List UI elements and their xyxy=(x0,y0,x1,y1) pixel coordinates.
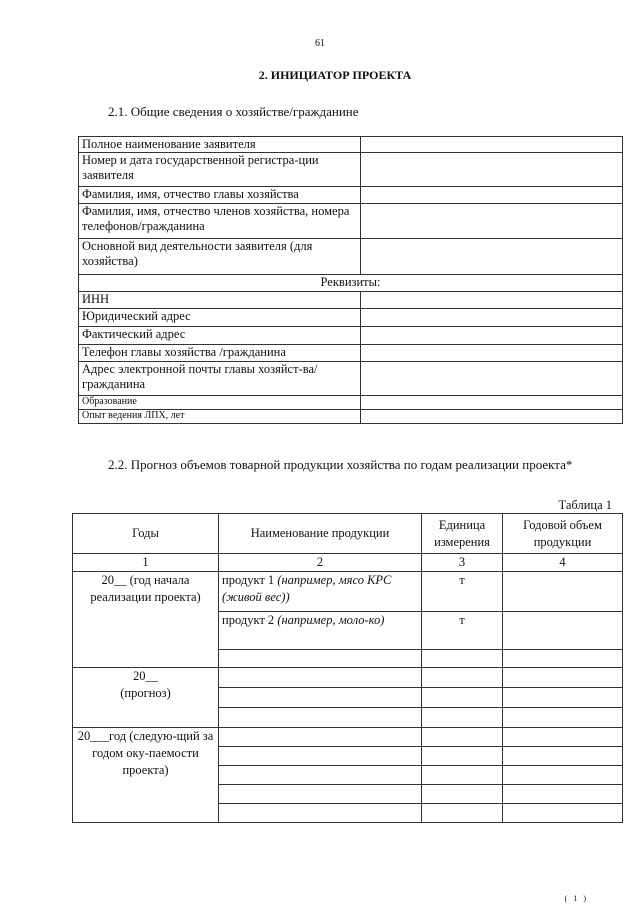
volume-cell[interactable] xyxy=(503,612,623,650)
product-2-cell xyxy=(219,612,422,650)
table-row xyxy=(73,572,623,612)
value-cell[interactable] xyxy=(361,362,623,396)
product-cell[interactable] xyxy=(219,766,422,785)
row-label: Номер и дата государственной регистра-ции заявителя xyxy=(79,153,361,187)
unit-cell[interactable] xyxy=(422,728,503,747)
row-label: ИНН xyxy=(79,292,361,309)
unit-cell[interactable] xyxy=(422,650,503,668)
production-forecast-table xyxy=(72,513,623,823)
column-number: 3 xyxy=(422,554,503,572)
row-label: Телефон главы хозяйства /гражданина xyxy=(79,345,361,362)
unit-cell[interactable] xyxy=(422,785,503,804)
row-label: Опыт ведения ЛПХ, лет xyxy=(79,410,361,424)
product-cell[interactable] xyxy=(219,708,422,728)
table-row xyxy=(79,410,623,424)
value-cell[interactable] xyxy=(361,239,623,275)
unit-cell[interactable] xyxy=(422,668,503,688)
table-caption: Таблица 1 xyxy=(558,498,612,512)
product-cell[interactable] xyxy=(219,785,422,804)
product-cell[interactable] xyxy=(219,804,422,823)
column-number: 4 xyxy=(503,554,623,572)
row-label: Фамилия, имя, отчество членов хозяйства, номера телефонов/гражданина xyxy=(79,204,361,239)
year-start-cell: 20__ (год начала реализации проекта) xyxy=(73,572,219,668)
product-2-name: продукт 2 xyxy=(222,613,278,627)
column-header-unit: Единица измерения xyxy=(422,514,503,554)
unit-cell[interactable] xyxy=(422,766,503,785)
row-label: Образование xyxy=(79,396,361,410)
volume-cell[interactable] xyxy=(503,650,623,668)
volume-cell[interactable] xyxy=(503,766,623,785)
value-cell[interactable] xyxy=(361,153,623,187)
forecast-year: 20__ xyxy=(133,669,158,683)
table-row xyxy=(79,396,623,410)
table-row xyxy=(79,187,623,204)
product-cell[interactable] xyxy=(219,747,422,766)
column-header-years: Годы xyxy=(73,514,219,554)
column-number: 2 xyxy=(219,554,422,572)
product-cell[interactable] xyxy=(219,650,422,668)
product-cell[interactable] xyxy=(219,668,422,688)
header-row xyxy=(73,514,623,554)
subsection-title-production-forecast: 2.2. Прогноз объемов товарной продукции хозяйства по годам реализации проекта* xyxy=(108,457,573,472)
volume-cell[interactable] xyxy=(503,572,623,612)
product-1-example: (например, мясо КРС (живой вес)) xyxy=(222,573,392,604)
table-row xyxy=(79,345,623,362)
requisites-header-row xyxy=(79,275,623,292)
table-row xyxy=(79,362,623,396)
product-1-cell xyxy=(219,572,422,612)
applicant-info-table xyxy=(78,136,623,424)
value-cell[interactable] xyxy=(361,187,623,204)
product-1-name: продукт 1 xyxy=(222,573,278,587)
value-cell[interactable] xyxy=(361,309,623,327)
product-cell[interactable] xyxy=(219,688,422,708)
column-header-product: Наименование продукции xyxy=(219,514,422,554)
volume-cell[interactable] xyxy=(503,668,623,688)
row-label: Фактический адрес xyxy=(79,327,361,345)
column-header-volume: Годовой объем продукции xyxy=(503,514,623,554)
value-cell[interactable] xyxy=(361,292,623,309)
unit-cell[interactable] xyxy=(422,708,503,728)
row-label: Юридический адрес xyxy=(79,309,361,327)
table-row xyxy=(79,153,623,187)
volume-cell[interactable] xyxy=(503,708,623,728)
column-number-row xyxy=(73,554,623,572)
page-number: 61 xyxy=(315,38,325,49)
unit-cell: т xyxy=(422,612,503,650)
subsection-title-general-info: 2.1. Общие сведения о хозяйстве/гражданине xyxy=(108,104,359,119)
column-number: 1 xyxy=(73,554,219,572)
unit-cell[interactable] xyxy=(422,747,503,766)
requisites-header: Реквизиты: xyxy=(79,275,623,292)
unit-cell: т xyxy=(422,572,503,612)
table-row xyxy=(79,327,623,345)
row-label: Основной вид деятельности заявителя (для хозяйства) xyxy=(79,239,361,275)
table-row xyxy=(79,309,623,327)
volume-cell[interactable] xyxy=(503,688,623,708)
corner-mark: ( 1 ) xyxy=(564,894,588,903)
table-row xyxy=(73,668,623,688)
table-row xyxy=(79,239,623,275)
unit-cell[interactable] xyxy=(422,804,503,823)
value-cell[interactable] xyxy=(361,137,623,153)
product-cell[interactable] xyxy=(219,728,422,747)
value-cell[interactable] xyxy=(361,327,623,345)
row-label: Полное наименование заявителя xyxy=(79,137,361,153)
table-row xyxy=(79,292,623,309)
forecast-label: (прогноз) xyxy=(120,686,171,700)
table-row xyxy=(79,137,623,153)
row-label: Фамилия, имя, отчество главы хозяйства xyxy=(79,187,361,204)
volume-cell[interactable] xyxy=(503,785,623,804)
value-cell[interactable] xyxy=(361,345,623,362)
year-forecast-cell xyxy=(73,668,219,728)
volume-cell[interactable] xyxy=(503,747,623,766)
table-row xyxy=(79,204,623,239)
value-cell[interactable] xyxy=(361,410,623,424)
volume-cell[interactable] xyxy=(503,728,623,747)
section-title: 2. ИНИЦИАТОР ПРОЕКТА xyxy=(258,68,412,82)
row-label: Адрес электронной почты главы хозяйст-ва/гражданина xyxy=(79,362,361,396)
year-payback-cell: 20___год (следую-щий за годом оку-паемости проекта) xyxy=(73,728,219,823)
product-2-example: (например, моло-ко) xyxy=(277,613,385,627)
value-cell[interactable] xyxy=(361,204,623,239)
unit-cell[interactable] xyxy=(422,688,503,708)
table-row xyxy=(73,728,623,747)
volume-cell[interactable] xyxy=(503,804,623,823)
value-cell[interactable] xyxy=(361,396,623,410)
